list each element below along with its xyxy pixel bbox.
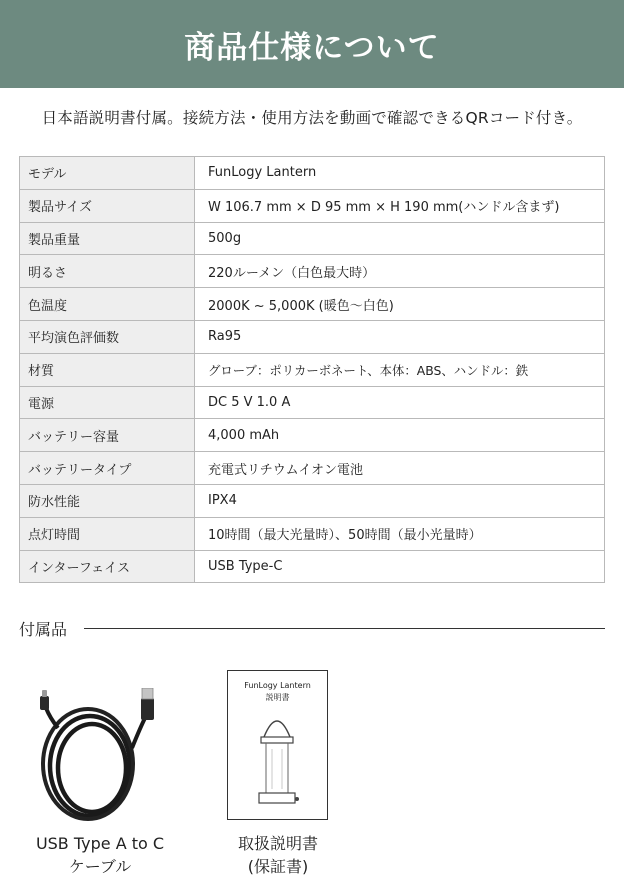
table-row	[20, 320, 605, 353]
booklet-subtitle: 説明書	[265, 693, 290, 702]
intro-text: 日本語説明書付属。接続方法・使用方法を動画で確認できるQRコード付き。	[41, 109, 583, 127]
spec-value: 充電式リチウムイオン電池	[195, 452, 605, 485]
spec-label: 点灯時間	[20, 517, 195, 550]
spec-label: 電源	[20, 386, 195, 419]
spec-label: 製品サイズ	[20, 189, 195, 222]
spec-value: 4,000 mAh	[195, 419, 605, 452]
section-divider	[84, 628, 605, 629]
spec-value: USB Type-C	[195, 550, 605, 583]
table-row	[20, 222, 605, 255]
table-row	[20, 550, 605, 583]
table-row	[20, 255, 605, 288]
booklet-title: FunLogy Lantern	[244, 681, 311, 690]
table-row	[20, 517, 605, 550]
spec-label: インターフェイス	[20, 550, 195, 583]
spec-value: IPX4	[195, 484, 605, 517]
cable-caption	[10, 832, 190, 878]
table-row	[20, 288, 605, 321]
table-row	[20, 419, 605, 452]
page-title: 商品仕様について	[184, 29, 440, 66]
table-row	[20, 484, 605, 517]
table-row	[20, 452, 605, 485]
spec-value: 500g	[195, 222, 605, 255]
spec-value: グローブ：ポリカーボネート、本体：ABS、ハンドル：鉄	[195, 353, 605, 386]
spec-label: 製品重量	[20, 222, 195, 255]
usb-cable-icon	[28, 688, 170, 826]
lantern-outline-icon	[228, 701, 327, 819]
spec-label: バッテリー容量	[20, 419, 195, 452]
spec-label: 材質	[20, 353, 195, 386]
caption-line: (保証書)	[247, 857, 309, 876]
table-row	[20, 353, 605, 386]
spec-label: 平均演色評価数	[20, 320, 195, 353]
caption-line: 取扱説明書	[237, 834, 318, 853]
table-row	[20, 386, 605, 419]
table-row	[20, 189, 605, 222]
caption-line: ケーブル	[68, 857, 132, 876]
table-row	[20, 157, 605, 190]
spec-value: 10時間（最大光量時）、50時間（最小光量時）	[195, 517, 605, 550]
caption-line: USB Type A to C	[35, 834, 165, 853]
spec-value: W 106.7 mm × D 95 mm × H 190 mm(ハンドル含まず)	[195, 189, 605, 222]
manual-caption	[198, 832, 358, 878]
header-banner	[0, 0, 624, 88]
spec-value: FunLogy Lantern	[195, 157, 605, 190]
spec-label: モデル	[20, 157, 195, 190]
manual-booklet-icon	[227, 670, 328, 820]
accessories-heading: 付属品	[19, 617, 73, 640]
spec-label: バッテリータイプ	[20, 452, 195, 485]
spec-value: 2000K ~ 5,000K (暖色〜白色)	[195, 288, 605, 321]
spec-table	[19, 156, 605, 583]
spec-value: 220ルーメン（白色最大時）	[195, 255, 605, 288]
spec-label: 防水性能	[20, 484, 195, 517]
spec-value: DC 5 V 1.0 A	[195, 386, 605, 419]
spec-label: 明るさ	[20, 255, 195, 288]
spec-value: Ra95	[195, 320, 605, 353]
spec-label: 色温度	[20, 288, 195, 321]
